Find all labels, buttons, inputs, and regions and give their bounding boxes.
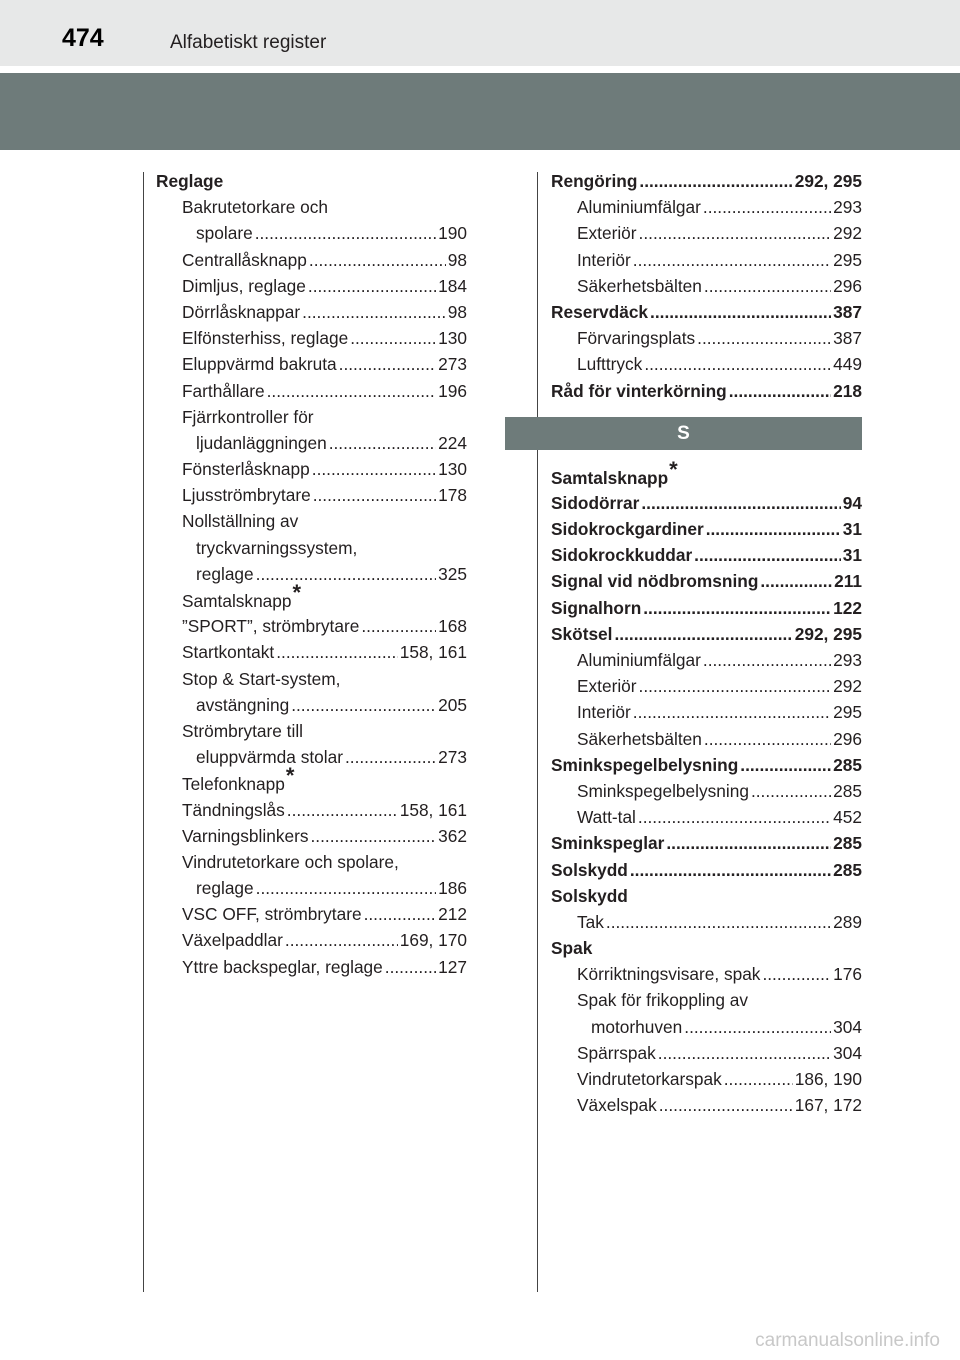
leader-dots xyxy=(309,247,446,273)
entry-label: Yttre backspeglar, reglage xyxy=(182,956,383,977)
page-reference: 31 xyxy=(842,519,862,540)
entry-label: eluppvärmda stolar xyxy=(196,747,343,768)
entry-label: Exteriör xyxy=(577,223,637,244)
index-subentry xyxy=(156,535,467,561)
leader-dots xyxy=(639,168,792,194)
index-entry xyxy=(551,168,862,194)
page-reference: 273 xyxy=(438,354,467,375)
index-subentry xyxy=(551,194,862,220)
entry-label: Tak xyxy=(577,911,604,932)
column-divider-left xyxy=(143,172,144,1292)
leader-dots xyxy=(666,830,831,856)
leader-dots xyxy=(302,299,446,325)
leader-dots xyxy=(639,673,832,699)
page-reference: 296 xyxy=(833,275,862,296)
page-reference: 176 xyxy=(833,964,862,985)
entry-label: Interiör xyxy=(577,249,631,270)
entry-label: Aluminiumfälgar xyxy=(577,197,701,218)
page-reference: 325 xyxy=(438,563,467,584)
page-reference: 387 xyxy=(833,328,862,349)
entry-label: Spak xyxy=(551,938,593,959)
index-subentry xyxy=(156,456,467,482)
page-header-bar xyxy=(0,0,960,66)
entry-label: Säkerhetsbälten xyxy=(577,728,702,749)
leader-dots xyxy=(276,639,398,665)
leader-dots xyxy=(694,542,841,568)
leader-dots xyxy=(267,378,437,404)
index-subentry xyxy=(551,804,862,830)
index-subentry xyxy=(156,482,467,508)
entry-label: reglage xyxy=(196,878,254,899)
index-entry xyxy=(551,935,862,961)
index-subentry xyxy=(156,247,467,273)
index-subentry xyxy=(551,909,862,935)
page-number: 474 xyxy=(62,24,104,52)
leader-dots xyxy=(703,194,831,220)
asterisk-icon: * xyxy=(669,456,678,482)
page-reference: 292, 295 xyxy=(794,171,862,191)
index-subentry xyxy=(156,508,467,534)
page-reference: 167, 172 xyxy=(794,1095,862,1116)
page-reference: 273 xyxy=(438,747,467,768)
page-reference: 212 xyxy=(438,904,467,925)
index-entry xyxy=(551,883,862,909)
page-reference: 127 xyxy=(438,956,467,977)
entry-label: Sidodörrar xyxy=(551,492,640,513)
index-subentry xyxy=(551,1014,862,1040)
entry-label: Sminkspegelbelysning xyxy=(577,780,749,801)
entry-label: Fönsterlåsknapp xyxy=(182,459,310,480)
page-reference: 292, 295 xyxy=(794,623,862,644)
leader-dots xyxy=(751,778,831,804)
watermark: carmanualsonline.info xyxy=(755,1330,940,1351)
entry-label: Råd för vinterkörning xyxy=(551,380,727,401)
page-reference: 158, 161 xyxy=(399,799,467,820)
leader-dots xyxy=(658,1040,831,1066)
leader-dots xyxy=(704,726,831,752)
entry-label: Nollställning av xyxy=(182,511,299,532)
page-reference: 285 xyxy=(833,780,862,801)
index-subentry xyxy=(551,325,862,351)
index-entry xyxy=(551,595,862,621)
page-reference: 186 xyxy=(438,878,467,899)
entry-label: Växelspak xyxy=(577,1095,657,1116)
entry-label: VSC OFF, strömbrytare xyxy=(182,904,362,925)
entry-label: motorhuven xyxy=(591,1016,683,1037)
leader-dots xyxy=(606,909,831,935)
entry-label: Solskydd xyxy=(551,859,628,880)
page-reference: 285 xyxy=(833,859,862,880)
entry-label: Förvaringsplats xyxy=(577,328,696,349)
page-reference: 31 xyxy=(842,545,862,566)
index-entry xyxy=(551,752,862,778)
entry-label: Varningsblinkers xyxy=(182,825,309,846)
page-reference: 184 xyxy=(438,275,467,296)
index-entry xyxy=(551,857,862,883)
index-entry xyxy=(156,168,467,194)
entry-label: Startkontakt xyxy=(182,642,275,663)
leader-dots xyxy=(724,1066,793,1092)
index-subentry xyxy=(156,404,467,430)
page-reference: 449 xyxy=(833,354,862,375)
entry-label: Spak för frikoppling av xyxy=(577,990,748,1011)
page-reference: 130 xyxy=(438,459,467,480)
index-entry xyxy=(551,456,862,490)
page-reference: 98 xyxy=(447,249,467,270)
entry-label: Elfönsterhiss, reglage xyxy=(182,328,349,349)
page-reference: 387 xyxy=(833,301,862,322)
index-subentry xyxy=(551,220,862,246)
leader-dots xyxy=(287,797,398,823)
leader-dots xyxy=(345,744,436,770)
leader-dots xyxy=(312,456,436,482)
leader-dots xyxy=(633,247,831,273)
page-title: Alfabetiskt register xyxy=(170,32,327,53)
leader-dots xyxy=(684,1014,831,1040)
entry-label: Stop & Start-system, xyxy=(182,668,341,689)
index-column-left xyxy=(156,168,467,980)
entry-label: Dimljus, reglage xyxy=(182,275,306,296)
index-subentry xyxy=(156,666,467,692)
index-subentry xyxy=(551,1092,862,1118)
entry-label: Exteriör xyxy=(577,676,637,697)
page-reference: 178 xyxy=(438,485,467,506)
index-subentry xyxy=(156,875,467,901)
leader-dots xyxy=(697,325,831,351)
page-reference: 295 xyxy=(833,702,862,723)
index-subentry xyxy=(156,692,467,718)
page-reference: 296 xyxy=(833,728,862,749)
index-entry xyxy=(551,378,862,404)
entry-label: spolare xyxy=(196,223,253,244)
entry-label: tryckvarningssystem, xyxy=(196,537,358,558)
index-subentry xyxy=(156,580,467,613)
entry-label: Lufttryck xyxy=(577,354,643,375)
entry-label: Dörrlåsknappar xyxy=(182,301,301,322)
page-reference: 98 xyxy=(447,301,467,322)
entry-label: Fjärrkontroller för xyxy=(182,406,314,427)
index-subentry xyxy=(551,961,862,987)
page-reference: 168 xyxy=(438,616,467,637)
leader-dots xyxy=(633,699,831,725)
page-reference: 295 xyxy=(833,249,862,270)
index-subentry xyxy=(156,639,467,665)
asterisk-icon: * xyxy=(292,580,302,605)
entry-label: Spärrspak xyxy=(577,1042,656,1063)
leader-dots xyxy=(650,299,831,325)
entry-label: Telefonknapp xyxy=(182,774,285,795)
page-reference: 169, 170 xyxy=(399,930,467,951)
index-subentry xyxy=(156,561,467,587)
entry-label: Reglage xyxy=(156,171,224,191)
index-subentry xyxy=(551,673,862,699)
page-reference: 293 xyxy=(833,650,862,670)
entry-label: Strömbrytare till xyxy=(182,720,303,741)
entry-label: reglage xyxy=(196,563,254,584)
index-entry xyxy=(551,490,862,516)
page-reference: 122 xyxy=(833,597,862,618)
entry-label: Samtalsknapp xyxy=(182,591,292,611)
leader-dots xyxy=(364,901,437,927)
leader-dots xyxy=(703,647,831,673)
entry-label: Sidokrockgardiner xyxy=(551,519,704,540)
leader-dots xyxy=(644,351,831,377)
leader-dots xyxy=(760,568,832,594)
entry-label: Rengöring xyxy=(551,171,638,191)
page-reference: 292 xyxy=(833,676,862,697)
leader-dots xyxy=(291,692,436,718)
page-reference: 452 xyxy=(833,807,862,828)
index-subentry xyxy=(156,378,467,404)
index-subentry xyxy=(156,901,467,927)
page-reference: 285 xyxy=(833,833,862,854)
page-reference: 285 xyxy=(833,754,862,775)
leader-dots xyxy=(762,961,831,987)
index-entry xyxy=(551,568,862,594)
index-subentry xyxy=(551,351,862,377)
page-reference: 205 xyxy=(438,694,467,715)
leader-dots xyxy=(361,613,436,639)
page-reference: 293 xyxy=(833,197,862,218)
entry-label: Körriktningsvisare, spak xyxy=(577,964,761,985)
entry-label: avstängning xyxy=(196,694,290,715)
index-entry xyxy=(551,830,862,856)
leader-dots xyxy=(740,752,831,778)
page-reference: 186, 190 xyxy=(794,1069,862,1089)
page-reference: 304 xyxy=(833,1042,862,1063)
leader-dots xyxy=(350,325,436,351)
entry-label: Tändningslås xyxy=(182,799,285,820)
entry-label: Aluminiumfälgar xyxy=(577,650,701,670)
page-reference: 304 xyxy=(833,1016,862,1037)
leader-dots xyxy=(255,220,436,246)
leader-dots xyxy=(256,561,437,587)
index-subentry xyxy=(551,987,862,1013)
entry-label: Centrallåsknapp xyxy=(182,249,307,270)
leader-dots xyxy=(256,875,437,901)
entry-label: Vindrutetorkare och spolare, xyxy=(182,851,399,872)
page-reference: 362 xyxy=(438,825,467,846)
index-subentry xyxy=(551,1066,862,1092)
entry-label: Växelpaddlar xyxy=(182,930,283,951)
index-subentry xyxy=(551,273,862,299)
index-subentry xyxy=(156,194,467,220)
index-column-right xyxy=(551,168,862,1118)
leader-dots xyxy=(729,378,831,404)
page-reference: 196 xyxy=(438,380,467,401)
index-subentry xyxy=(156,849,467,875)
leader-dots xyxy=(639,220,832,246)
index-subentry xyxy=(156,954,467,980)
index-subentry xyxy=(551,699,862,725)
page-reference: 158, 161 xyxy=(399,642,467,663)
entry-label: Vindrutetorkarspak xyxy=(577,1069,722,1089)
entry-label: Watt-tal xyxy=(577,807,636,828)
index-subentry xyxy=(156,325,467,351)
leader-dots xyxy=(310,823,436,849)
leader-dots xyxy=(638,804,831,830)
index-subentry xyxy=(551,1040,862,1066)
header-band xyxy=(0,73,960,150)
leader-dots xyxy=(659,1092,793,1118)
page-reference: 224 xyxy=(438,432,467,453)
index-entry xyxy=(551,516,862,542)
entry-label: Signal vid nödbromsning xyxy=(551,571,759,592)
entry-label: Signalhorn xyxy=(551,597,642,618)
entry-label: Interiör xyxy=(577,702,631,723)
page-reference: 190 xyxy=(438,223,467,244)
entry-label: Solskydd xyxy=(551,885,628,906)
index-letter-heading: S xyxy=(505,417,862,450)
index-subentry xyxy=(156,220,467,246)
index-entry xyxy=(551,621,862,647)
leader-dots xyxy=(313,482,436,508)
page-reference: 289 xyxy=(833,911,862,932)
entry-label: Sminkspeglar xyxy=(551,833,665,854)
index-subentry xyxy=(156,797,467,823)
leader-dots xyxy=(329,430,436,456)
leader-dots xyxy=(614,621,792,647)
page-reference: 130 xyxy=(438,328,467,349)
index-subentry xyxy=(156,430,467,456)
leader-dots xyxy=(706,516,841,542)
entry-label: Samtalsknapp xyxy=(551,467,669,488)
entry-label: Farthållare xyxy=(182,380,265,401)
entry-label: Bakrutetorkare och xyxy=(182,197,329,218)
page-reference: 218 xyxy=(833,380,862,401)
entry-label: Reservdäck xyxy=(551,301,649,322)
index-subentry xyxy=(156,744,467,770)
entry-label: Eluppvärmd bakruta xyxy=(182,354,337,375)
entry-label: ljudanläggningen xyxy=(196,432,327,453)
entry-label: Säkerhetsbälten xyxy=(577,275,702,296)
column-divider-middle xyxy=(537,172,538,1292)
page-reference: 292 xyxy=(833,223,862,244)
index-subentry xyxy=(156,613,467,639)
index-subentry xyxy=(551,247,862,273)
asterisk-icon: * xyxy=(285,763,295,789)
entry-label: Sminkspegelbelysning xyxy=(551,754,739,775)
leader-dots xyxy=(308,273,436,299)
entry-label: Skötsel xyxy=(551,623,613,644)
index-subentry xyxy=(156,823,467,849)
index-subentry xyxy=(551,647,862,673)
index-entry xyxy=(551,299,862,325)
index-subentry xyxy=(551,726,862,752)
leader-dots xyxy=(704,273,831,299)
entry-label: ”SPORT”, strömbrytare xyxy=(182,616,360,637)
leader-dots xyxy=(385,954,436,980)
page-reference: 211 xyxy=(834,571,862,592)
index-subentry xyxy=(156,273,467,299)
entry-label: Ljusströmbrytare xyxy=(182,485,311,506)
index-subentry xyxy=(156,299,467,325)
index-subentry xyxy=(156,763,467,796)
leader-dots xyxy=(641,490,840,516)
index-subentry xyxy=(156,927,467,953)
index-entry xyxy=(551,542,862,568)
leader-dots xyxy=(285,927,398,953)
index-subentry xyxy=(551,778,862,804)
leader-dots xyxy=(630,857,831,883)
page-reference: 94 xyxy=(842,492,862,513)
index-subentry xyxy=(156,718,467,744)
entry-label: Sidokrockkuddar xyxy=(551,545,693,566)
leader-dots xyxy=(643,595,831,621)
leader-dots xyxy=(339,351,437,377)
index-subentry xyxy=(156,351,467,377)
